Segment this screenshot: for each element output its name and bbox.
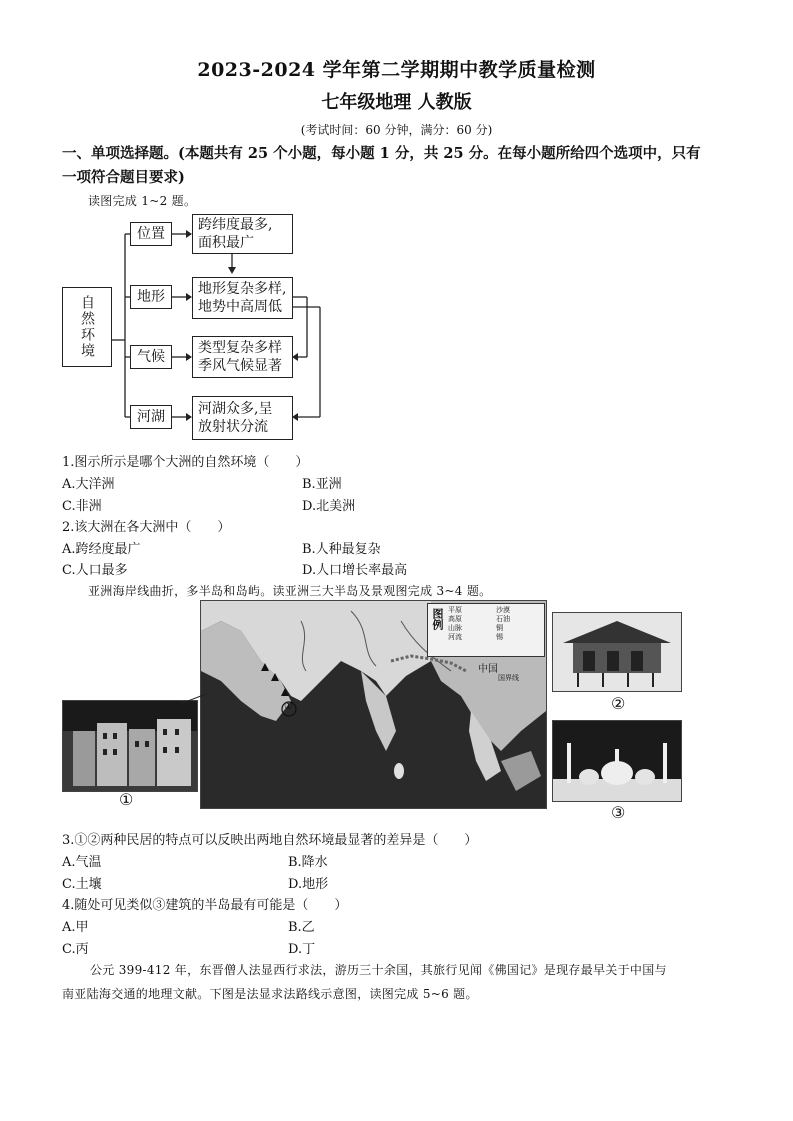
passage-line-1: 公元 399-412 年，东晋僧人法显西行求法，游历三十余国，其旅行见闻《佛国记》是现存最早关于中国与 bbox=[90, 963, 667, 977]
map-marker-1: ① bbox=[284, 701, 293, 712]
legend-item-tin: 锡 bbox=[496, 633, 503, 641]
section-heading-line2: 一项符合题目要求) bbox=[62, 169, 185, 186]
intro-q1-2: 读图完成 1~2 题。 bbox=[88, 194, 197, 208]
question-3-option-d[interactable]: D.地形 bbox=[288, 877, 329, 892]
photo-2-graphic bbox=[553, 613, 681, 691]
question-1-option-d[interactable]: D.北美洲 bbox=[302, 499, 356, 514]
legend-item-plateau: 高原 bbox=[448, 615, 462, 623]
concept-diagram bbox=[60, 212, 340, 447]
map-border-label: 国界线 bbox=[498, 674, 519, 682]
section-heading-line1: 一、单项选择题。(本题共有 25 个小题，每小题 1 分，共 25 分。在每小题所给四个选项中，只有 bbox=[62, 145, 701, 162]
question-2-stem: 2.该大洲在各大洲中（ ） bbox=[62, 520, 231, 535]
question-1-option-b[interactable]: B.亚洲 bbox=[302, 477, 342, 492]
diagram-label-terrain: 地形 bbox=[130, 285, 172, 309]
photo-3-label: ③ bbox=[611, 803, 626, 822]
exam-subtitle: 七年级地理 人教版 bbox=[321, 92, 472, 113]
question-4-stem: 4.随处可见类似③建筑的半岛最有可能是（ ） bbox=[62, 898, 348, 913]
landscape-photo-1 bbox=[62, 700, 198, 792]
diagram-desc-position: 跨纬度最多, 面积最广 bbox=[192, 214, 293, 254]
section-heading bbox=[62, 142, 742, 190]
question-1-option-a[interactable]: A.大洋洲 bbox=[62, 477, 115, 492]
question-4-option-c[interactable]: C.丙 bbox=[62, 942, 89, 957]
question-3-stem: 3.①②两种民居的特点可以反映出两地自然环境最显著的差异是（ ） bbox=[62, 833, 478, 848]
diagram-label-climate: 气候 bbox=[130, 345, 172, 369]
question-4-option-a[interactable]: A.甲 bbox=[62, 920, 89, 935]
photo-1-pointer bbox=[180, 690, 210, 710]
legend-item-desert: 沙漠 bbox=[496, 606, 510, 614]
map-legend-title: 图例 bbox=[431, 608, 444, 630]
exam-title: 2023-2024 学年第二学期期中教学质量检测 bbox=[197, 59, 596, 81]
question-2-option-d[interactable]: D.人口增长率最高 bbox=[302, 563, 408, 578]
landscape-photo-3 bbox=[552, 720, 682, 802]
diagram-desc-terrain: 地形复杂多样, 地势中高周低 bbox=[192, 277, 293, 319]
diagram-label-position: 位置 bbox=[130, 222, 172, 246]
intro-q3-4: 亚洲海岸线曲折，多半岛和岛屿。读亚洲三大半岛及景观图完成 3~4 题。 bbox=[88, 584, 492, 598]
diagram-root: 自然环境 bbox=[62, 287, 112, 367]
map-legend-items bbox=[448, 606, 542, 642]
question-4-option-b[interactable]: B.乙 bbox=[288, 920, 315, 935]
map-legend bbox=[427, 603, 545, 657]
photo-1-graphic bbox=[63, 701, 197, 791]
legend-item-river: 河流 bbox=[448, 633, 462, 641]
question-2-option-a[interactable]: A.跨经度最广 bbox=[62, 542, 141, 557]
exam-info: (考试时间：60 分钟，满分：60 分) bbox=[300, 123, 493, 137]
question-1-stem: 1.图示所示是哪个大洲的自然环境（ ） bbox=[62, 455, 309, 470]
question-3-option-b[interactable]: B.降水 bbox=[288, 855, 328, 870]
passage-q5-6 bbox=[62, 958, 742, 1006]
question-3-option-a[interactable]: A.气温 bbox=[62, 855, 102, 870]
diagram-desc-rivers: 河湖众多,呈 放射状分流 bbox=[192, 396, 293, 440]
photo-1-label: ① bbox=[119, 790, 134, 809]
photo-3-graphic bbox=[553, 721, 681, 801]
diagram-label-rivers: 河湖 bbox=[130, 405, 172, 429]
map-china-label: 中国 bbox=[478, 664, 498, 675]
question-2-option-b[interactable]: B.人种最复杂 bbox=[302, 542, 381, 557]
asia-peninsula-map bbox=[200, 600, 547, 809]
legend-item-mountain: 山脉 bbox=[448, 624, 462, 632]
passage-line-2: 南亚陆海交通的地理文献。下图是法显求法路线示意图，读图完成 5~6 题。 bbox=[62, 987, 478, 1001]
question-1-option-c[interactable]: C.非洲 bbox=[62, 499, 102, 514]
question-3-option-c[interactable]: C.土壤 bbox=[62, 877, 102, 892]
legend-item-oil: 石油 bbox=[496, 615, 510, 623]
landscape-photo-2 bbox=[552, 612, 682, 692]
question-4-option-d[interactable]: D.丁 bbox=[288, 942, 316, 957]
question-2-option-c[interactable]: C.人口最多 bbox=[62, 563, 128, 578]
legend-item-plain: 平原 bbox=[448, 606, 462, 614]
photo-2-label: ② bbox=[611, 694, 626, 713]
legend-item-copper: 铜 bbox=[496, 624, 503, 632]
diagram-desc-climate: 类型复杂多样 季风气候显著 bbox=[192, 336, 293, 378]
